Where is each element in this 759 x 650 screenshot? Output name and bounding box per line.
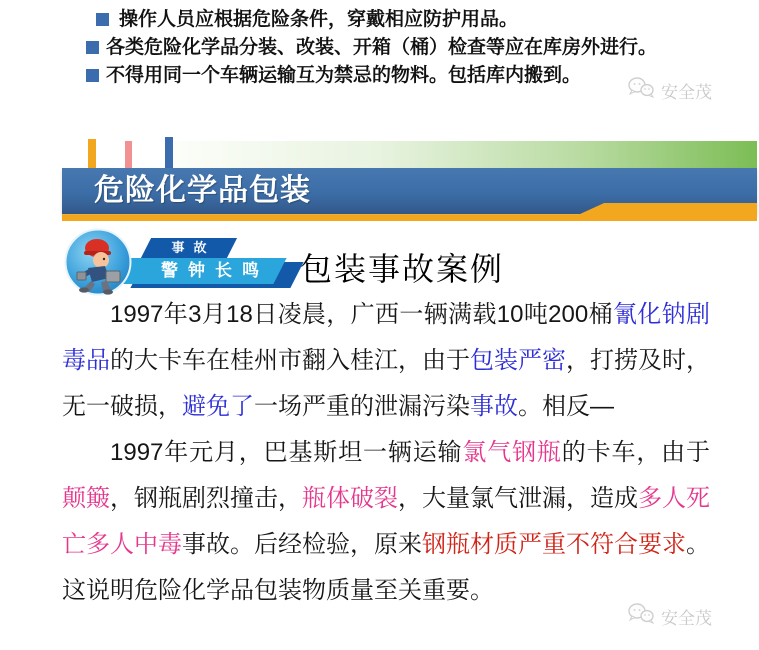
text-line (62, 430, 710, 476)
bullet-item (86, 6, 726, 34)
text-segment: 钢瓶材质严重不符合要求 (422, 531, 686, 558)
text-line (62, 568, 710, 614)
text-line (62, 292, 710, 338)
decor-bar-blue (165, 137, 173, 169)
decor-bar-yellow (88, 139, 96, 169)
text-segment: 瓶体破裂 (302, 485, 398, 512)
case-text (62, 292, 710, 614)
text-segment: 氯气钢瓶 (462, 439, 562, 466)
alarm-ribbon-label: 警钟长鸣 (161, 261, 269, 280)
text-segment: 一场严重的泄漏污染 (254, 393, 470, 420)
text-line (62, 384, 710, 430)
decor-bar-green-gradient (174, 141, 757, 168)
bullet-square-icon (86, 69, 99, 82)
section-title: 包装事故案例 (299, 251, 504, 287)
text-segment: ，打捞及时， (566, 347, 710, 374)
watermark-bottom (627, 602, 712, 631)
watermark-top (627, 76, 712, 105)
decor-bar-pink (125, 141, 132, 169)
text-segment: 亡多人中毒 (62, 531, 182, 558)
bullet-text: 操作人员应根据危险条件，穿戴相应防护用品。 (119, 9, 519, 30)
text-segment: 颠簸 (62, 485, 110, 512)
text-segment: 无一破损， (62, 393, 182, 420)
bullet-text: 各类危险化学品分装、改装、开箱（桶）检查等应在库房外进行。 (106, 37, 658, 58)
text-segment: 避免了 (182, 393, 254, 420)
text-segment: ，钢瓶剧烈撞击， (110, 485, 302, 512)
text-line (62, 338, 710, 384)
bullet-item (86, 34, 726, 62)
wechat-bubbles-icon (627, 602, 655, 631)
bullet-square-icon (96, 13, 109, 26)
text-segment: 毒品 (62, 347, 110, 374)
text-segment: 包装严密 (470, 347, 566, 374)
text-segment: 1997年3月18日凌晨，广西一辆满载10吨200桶 (110, 301, 613, 328)
text-line (62, 476, 710, 522)
watermark-text: 安全茂 (661, 609, 712, 628)
text-segment: 多人死 (638, 485, 710, 512)
text-segment: 。相反— (518, 393, 614, 420)
text-segment: 事故。后经检验，原来 (182, 531, 422, 558)
text-segment: 1997年元月，巴基斯坦一辆运输 (110, 439, 463, 466)
bullet-square-icon (86, 41, 99, 54)
page-title: 危险化学品包装 (94, 174, 311, 207)
watermark-text: 安全茂 (661, 83, 712, 102)
text-segment: 氰化钠剧 (612, 301, 711, 328)
accident-tab-label: 事故 (171, 240, 216, 255)
text-segment: 这说明危险化学品包装物质量至关重要。 (62, 577, 494, 604)
bullet-text: 不得用同一个车辆运输互为禁忌的物料。包括库内搬到。 (106, 65, 582, 86)
text-segment: 。 (686, 531, 710, 558)
text-line (62, 522, 710, 568)
text-segment: ，大量氯气泄漏，造成 (398, 485, 638, 512)
text-segment: 的卡车，由于 (561, 439, 711, 466)
text-segment: 的大卡车在桂州市翻入桂江，由于 (110, 347, 470, 374)
wechat-bubbles-icon (627, 76, 655, 105)
text-segment: 事故 (470, 393, 518, 420)
